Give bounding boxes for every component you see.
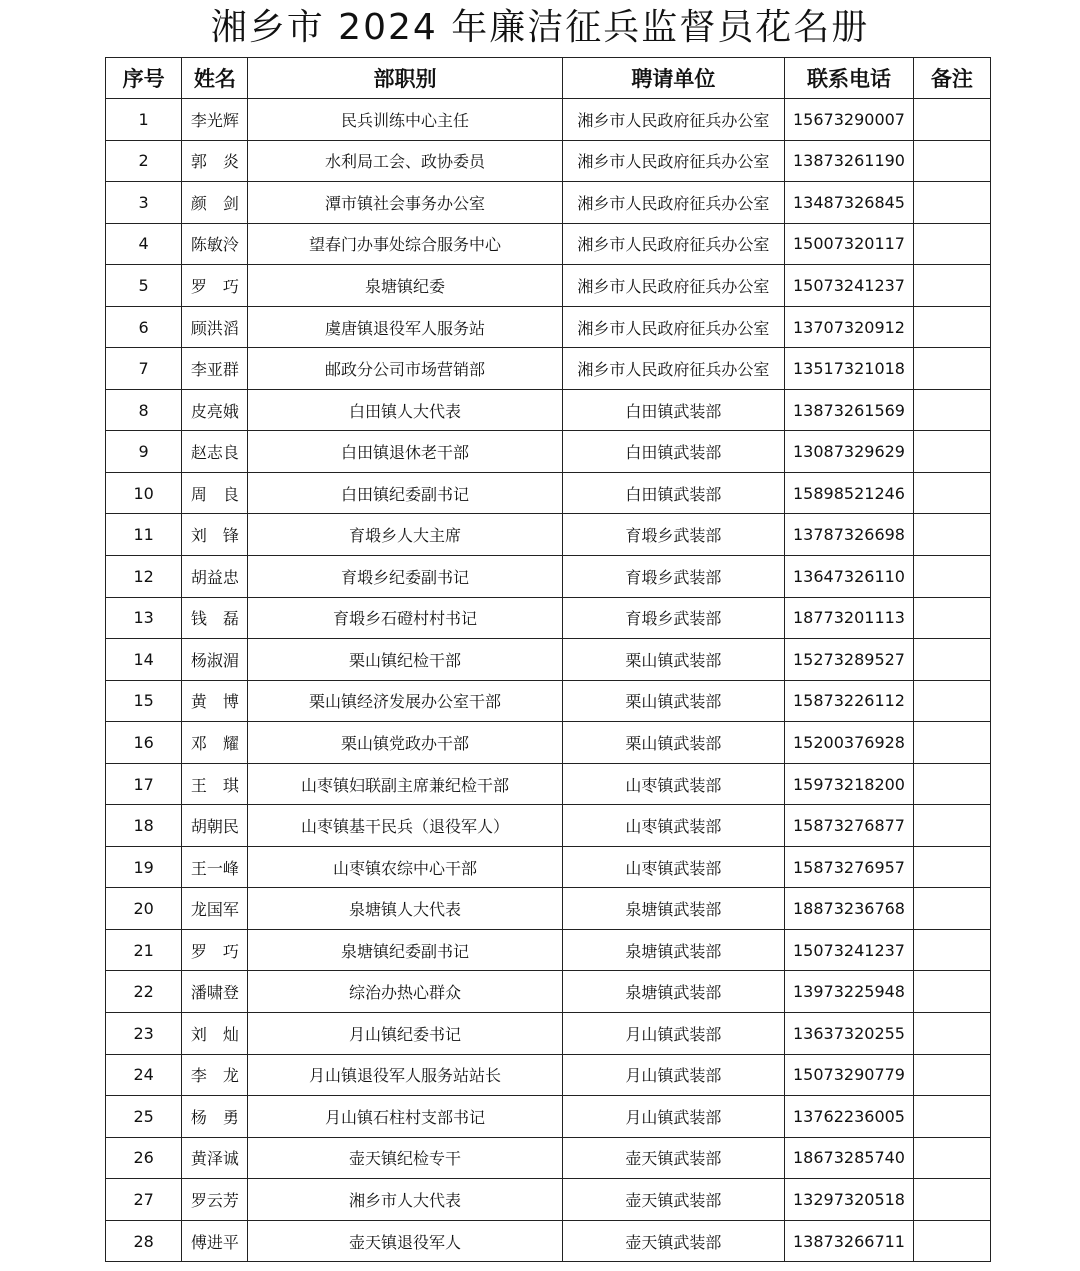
table-row: [106, 597, 991, 639]
cell-index: 16: [106, 722, 182, 764]
roster-table: [105, 57, 991, 1262]
cell-name: 钱 磊: [182, 597, 248, 639]
cell-department: 泉塘镇纪委副书记: [248, 929, 562, 971]
table-row: [106, 929, 991, 971]
cell-index: 24: [106, 1054, 182, 1096]
table-row: [106, 1013, 991, 1055]
cell-index: 3: [106, 182, 182, 224]
cell-unit: 山枣镇武装部: [562, 805, 785, 847]
cell-department: 白田镇人大代表: [248, 389, 562, 431]
cell-index: 11: [106, 514, 182, 556]
cell-index: 23: [106, 1013, 182, 1055]
cell-phone: 13487326845: [785, 182, 913, 224]
cell-phone: 13787326698: [785, 514, 913, 556]
cell-department: 月山镇退役军人服务站站长: [248, 1054, 562, 1096]
cell-name: 龙国军: [182, 888, 248, 930]
cell-department: 虞唐镇退役军人服务站: [248, 306, 562, 348]
cell-index: 22: [106, 971, 182, 1013]
cell-unit: 湘乡市人民政府征兵办公室: [562, 223, 785, 265]
cell-note: [913, 99, 990, 141]
cell-unit: 泉塘镇武装部: [562, 971, 785, 1013]
cell-department: 育塅乡人大主席: [248, 514, 562, 556]
cell-note: [913, 680, 990, 722]
cell-index: 5: [106, 265, 182, 307]
cell-department: 综治办热心群众: [248, 971, 562, 1013]
cell-name: 刘 灿: [182, 1013, 248, 1055]
cell-unit: 泉塘镇武装部: [562, 888, 785, 930]
cell-phone: 15073241237: [785, 929, 913, 971]
cell-name: 胡朝民: [182, 805, 248, 847]
cell-index: 9: [106, 431, 182, 473]
cell-unit: 湘乡市人民政府征兵办公室: [562, 99, 785, 141]
table-row: [106, 140, 991, 182]
cell-note: [913, 639, 990, 681]
cell-index: 4: [106, 223, 182, 265]
cell-department: 月山镇纪委书记: [248, 1013, 562, 1055]
cell-index: 26: [106, 1137, 182, 1179]
table-row: [106, 639, 991, 681]
document-title: 湘乡市 2024 年廉洁征兵监督员花名册: [210, 7, 870, 48]
cell-phone: 13707320912: [785, 306, 913, 348]
cell-phone: 18773201113: [785, 597, 913, 639]
cell-phone: 13873266711: [785, 1220, 913, 1262]
cell-name: 王一峰: [182, 846, 248, 888]
cell-phone: 15073290779: [785, 1054, 913, 1096]
table-row: [106, 971, 991, 1013]
cell-phone: 15898521246: [785, 472, 913, 514]
cell-name: 傅进平: [182, 1220, 248, 1262]
table-row: [106, 888, 991, 930]
cell-phone: 13637320255: [785, 1013, 913, 1055]
cell-name: 郭 炎: [182, 140, 248, 182]
cell-index: 27: [106, 1179, 182, 1221]
cell-note: [913, 431, 990, 473]
cell-note: [913, 597, 990, 639]
cell-unit: 白田镇武装部: [562, 389, 785, 431]
cell-name: 黄泽诚: [182, 1137, 248, 1179]
table-row: [106, 846, 991, 888]
cell-name: 陈敏泠: [182, 223, 248, 265]
header-phone: 联系电话: [785, 58, 913, 99]
cell-phone: 13762236005: [785, 1096, 913, 1138]
cell-department: 潭市镇社会事务办公室: [248, 182, 562, 224]
cell-note: [913, 556, 990, 598]
table-row: [106, 1137, 991, 1179]
cell-index: 14: [106, 639, 182, 681]
cell-unit: 湘乡市人民政府征兵办公室: [562, 265, 785, 307]
cell-index: 13: [106, 597, 182, 639]
table-row: [106, 182, 991, 224]
cell-note: [913, 348, 990, 390]
cell-department: 邮政分公司市场营销部: [248, 348, 562, 390]
cell-unit: 壶天镇武装部: [562, 1220, 785, 1262]
cell-phone: 13297320518: [785, 1179, 913, 1221]
cell-name: 罗 巧: [182, 929, 248, 971]
cell-name: 顾洪滔: [182, 306, 248, 348]
cell-phone: 13647326110: [785, 556, 913, 598]
cell-unit: 山枣镇武装部: [562, 763, 785, 805]
cell-index: 12: [106, 556, 182, 598]
table-row: [106, 472, 991, 514]
cell-note: [913, 1179, 990, 1221]
cell-index: 7: [106, 348, 182, 390]
cell-department: 民兵训练中心主任: [248, 99, 562, 141]
cell-phone: 15973218200: [785, 763, 913, 805]
cell-unit: 栗山镇武装部: [562, 680, 785, 722]
table-row: [106, 389, 991, 431]
cell-unit: 山枣镇武装部: [562, 846, 785, 888]
cell-unit: 栗山镇武装部: [562, 639, 785, 681]
cell-department: 栗山镇纪检干部: [248, 639, 562, 681]
cell-unit: 泉塘镇武装部: [562, 929, 785, 971]
cell-index: 1: [106, 99, 182, 141]
cell-note: [913, 971, 990, 1013]
cell-unit: 湘乡市人民政府征兵办公室: [562, 140, 785, 182]
table-row: [106, 348, 991, 390]
cell-name: 李光辉: [182, 99, 248, 141]
cell-note: [913, 722, 990, 764]
cell-note: [913, 1137, 990, 1179]
cell-index: 8: [106, 389, 182, 431]
cell-phone: 13517321018: [785, 348, 913, 390]
cell-index: 10: [106, 472, 182, 514]
cell-phone: 15873276957: [785, 846, 913, 888]
cell-unit: 育塅乡武装部: [562, 556, 785, 598]
cell-name: 刘 锋: [182, 514, 248, 556]
cell-name: 皮亮娥: [182, 389, 248, 431]
cell-index: 18: [106, 805, 182, 847]
cell-phone: 15673290007: [785, 99, 913, 141]
cell-department: 望春门办事处综合服务中心: [248, 223, 562, 265]
table-row: [106, 431, 991, 473]
cell-unit: 栗山镇武装部: [562, 722, 785, 764]
header-index: 序号: [106, 58, 182, 99]
table-row: [106, 1220, 991, 1262]
table-row: [106, 556, 991, 598]
header-row: [106, 58, 991, 99]
cell-name: 胡益忠: [182, 556, 248, 598]
cell-phone: 15873226112: [785, 680, 913, 722]
cell-department: 山枣镇妇联副主席兼纪检干部: [248, 763, 562, 805]
cell-name: 李 龙: [182, 1054, 248, 1096]
cell-name: 邓 耀: [182, 722, 248, 764]
cell-note: [913, 223, 990, 265]
cell-note: [913, 389, 990, 431]
cell-phone: 13873261190: [785, 140, 913, 182]
cell-unit: 湘乡市人民政府征兵办公室: [562, 348, 785, 390]
cell-phone: 18873236768: [785, 888, 913, 930]
cell-name: 周 良: [182, 472, 248, 514]
cell-department: 水利局工会、政协委员: [248, 140, 562, 182]
cell-note: [913, 929, 990, 971]
cell-unit: 壶天镇武装部: [562, 1137, 785, 1179]
cell-name: 杨淑湄: [182, 639, 248, 681]
cell-unit: 育塅乡武装部: [562, 597, 785, 639]
cell-index: 2: [106, 140, 182, 182]
cell-index: 25: [106, 1096, 182, 1138]
cell-phone: 13873261569: [785, 389, 913, 431]
cell-index: 15: [106, 680, 182, 722]
cell-department: 育塅乡纪委副书记: [248, 556, 562, 598]
cell-note: [913, 888, 990, 930]
cell-note: [913, 514, 990, 556]
cell-note: [913, 1096, 990, 1138]
cell-name: 杨 勇: [182, 1096, 248, 1138]
table-row: [106, 99, 991, 141]
header-note: 备注: [913, 58, 990, 99]
cell-name: 颜 剑: [182, 182, 248, 224]
cell-department: 泉塘镇人大代表: [248, 888, 562, 930]
cell-unit: 白田镇武装部: [562, 472, 785, 514]
cell-name: 罗云芳: [182, 1179, 248, 1221]
cell-phone: 13973225948: [785, 971, 913, 1013]
cell-unit: 育塅乡武装部: [562, 514, 785, 556]
cell-department: 壶天镇退役军人: [248, 1220, 562, 1262]
cell-unit: 湘乡市人民政府征兵办公室: [562, 182, 785, 224]
header-name: 姓名: [182, 58, 248, 99]
cell-department: 山枣镇基干民兵（退役军人）: [248, 805, 562, 847]
cell-unit: 壶天镇武装部: [562, 1179, 785, 1221]
cell-department: 白田镇退休老干部: [248, 431, 562, 473]
cell-phone: 13087329629: [785, 431, 913, 473]
cell-index: 21: [106, 929, 182, 971]
table-row: [106, 306, 991, 348]
table-row: [106, 223, 991, 265]
header-unit: 聘请单位: [562, 58, 785, 99]
cell-name: 王 琪: [182, 763, 248, 805]
cell-department: 栗山镇经济发展办公室干部: [248, 680, 562, 722]
cell-name: 李亚群: [182, 348, 248, 390]
cell-index: 17: [106, 763, 182, 805]
cell-name: 潘啸登: [182, 971, 248, 1013]
table-row: [106, 514, 991, 556]
table-row: [106, 805, 991, 847]
cell-index: 19: [106, 846, 182, 888]
header-department: 部职别: [248, 58, 562, 99]
cell-phone: 15200376928: [785, 722, 913, 764]
cell-note: [913, 1054, 990, 1096]
cell-note: [913, 846, 990, 888]
cell-note: [913, 306, 990, 348]
cell-note: [913, 265, 990, 307]
cell-note: [913, 805, 990, 847]
cell-index: 6: [106, 306, 182, 348]
roster-body: [106, 99, 991, 1262]
cell-unit: 白田镇武装部: [562, 431, 785, 473]
cell-note: [913, 1013, 990, 1055]
cell-index: 20: [106, 888, 182, 930]
cell-phone: 15007320117: [785, 223, 913, 265]
cell-note: [913, 182, 990, 224]
cell-unit: 月山镇武装部: [562, 1054, 785, 1096]
cell-unit: 月山镇武装部: [562, 1096, 785, 1138]
table-row: [106, 1054, 991, 1096]
table-row: [106, 722, 991, 764]
cell-note: [913, 763, 990, 805]
cell-department: 泉塘镇纪委: [248, 265, 562, 307]
table-row: [106, 680, 991, 722]
cell-index: 28: [106, 1220, 182, 1262]
cell-unit: 湘乡市人民政府征兵办公室: [562, 306, 785, 348]
cell-unit: 月山镇武装部: [562, 1013, 785, 1055]
cell-name: 黄 博: [182, 680, 248, 722]
cell-department: 壶天镇纪检专干: [248, 1137, 562, 1179]
cell-department: 栗山镇党政办干部: [248, 722, 562, 764]
cell-name: 赵志良: [182, 431, 248, 473]
cell-note: [913, 140, 990, 182]
table-row: [106, 763, 991, 805]
table-row: [106, 265, 991, 307]
cell-phone: 15873276877: [785, 805, 913, 847]
cell-department: 白田镇纪委副书记: [248, 472, 562, 514]
cell-department: 山枣镇农综中心干部: [248, 846, 562, 888]
table-row: [106, 1179, 991, 1221]
cell-phone: 15073241237: [785, 265, 913, 307]
cell-name: 罗 巧: [182, 265, 248, 307]
cell-department: 月山镇石柱村支部书记: [248, 1096, 562, 1138]
cell-department: 湘乡市人大代表: [248, 1179, 562, 1221]
table-row: [106, 1096, 991, 1138]
cell-phone: 18673285740: [785, 1137, 913, 1179]
cell-department: 育塅乡石磴村村书记: [248, 597, 562, 639]
cell-note: [913, 472, 990, 514]
cell-note: [913, 1220, 990, 1262]
cell-phone: 15273289527: [785, 639, 913, 681]
